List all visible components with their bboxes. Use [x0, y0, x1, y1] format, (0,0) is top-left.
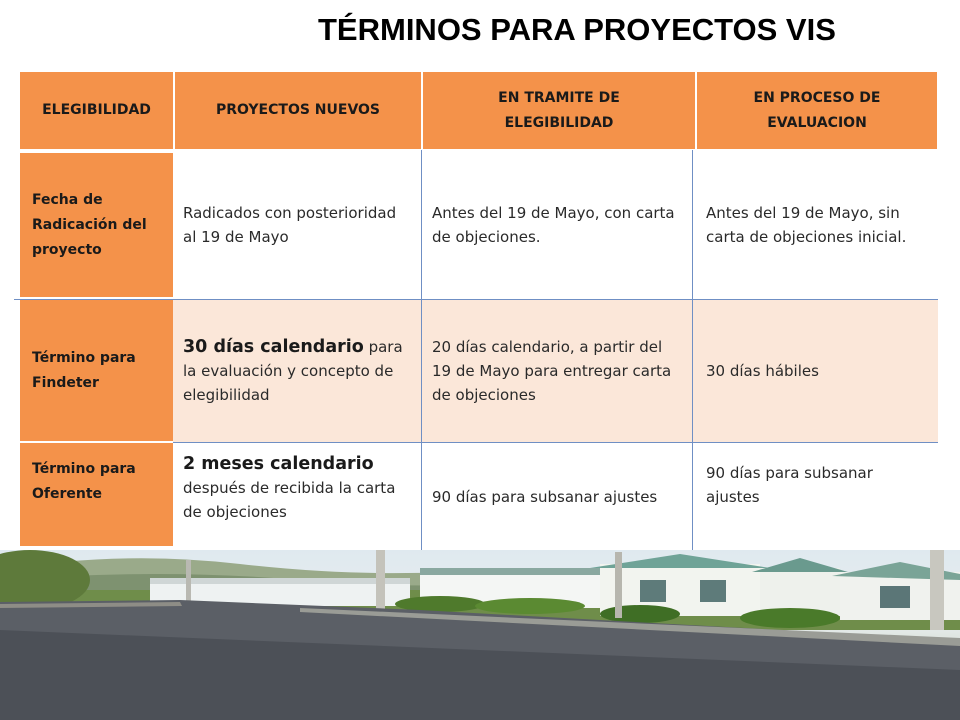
header-label: ELEGIBILIDAD — [42, 102, 151, 118]
header-elegibilidad — [20, 72, 173, 149]
street-photo-illustration — [0, 550, 960, 720]
cell-nuevos-findeter — [173, 318, 419, 424]
header-label: EN TRAMITE DE ELEGIBILIDAD — [498, 89, 620, 131]
cell-tramite-fecha — [422, 172, 692, 278]
cell-text-rest: después de recibida la carta de objeciones — [183, 479, 396, 521]
header-label: PROYECTOS NUEVOS — [215, 102, 381, 118]
cell-emphasis: 2 meses calendario — [183, 454, 374, 474]
header-en-proceso — [697, 72, 937, 149]
cell-emphasis: 30 días calendario — [183, 337, 364, 357]
row-label-text: Fecha de Radicación del proyecto — [32, 191, 147, 258]
cell-text: 20 días calendario, a partir del 19 de Mayo para entregar carta de objeciones — [432, 338, 672, 404]
header-label: EN PROCESO DE EVALUACION — [753, 89, 881, 131]
row-label-text: Término para Findeter — [32, 349, 136, 391]
row-label-text: Término para Oferente — [32, 461, 136, 502]
row-label-findeter — [20, 300, 173, 441]
cell-text: Antes del 19 de Mayo, con carta de objeciones. — [432, 204, 675, 246]
row-divider — [173, 442, 938, 443]
page-title: TÉRMINOS PARA PROYECTOS VIS — [318, 12, 836, 47]
cell-tramite-findeter — [422, 318, 692, 424]
header-proyectos-nuevos — [175, 72, 421, 149]
cell-text — [183, 335, 409, 407]
header-en-tramite — [423, 72, 695, 149]
row-label-oferente — [20, 443, 173, 546]
cell-proceso-oferente — [696, 452, 934, 518]
row-label-fecha — [20, 153, 173, 297]
cell-text — [183, 452, 409, 524]
cell-proceso-findeter — [696, 318, 934, 424]
cell-text: Radicados con posterioridad al 19 de Mayo — [183, 204, 397, 246]
cell-text: 30 días hábiles — [706, 362, 819, 380]
street-photo — [0, 550, 960, 720]
cell-text: 90 días para subsanar ajustes — [706, 464, 873, 506]
cell-tramite-oferente — [422, 452, 692, 542]
cell-proceso-fecha — [696, 172, 934, 278]
cell-text-rest: para la evaluación y concepto de elegibilidad — [183, 338, 403, 404]
cell-text: 90 días para subsanar ajustes — [432, 488, 658, 506]
cell-nuevos-fecha — [173, 172, 419, 278]
cell-nuevos-oferente — [173, 452, 419, 542]
row-divider — [14, 299, 938, 300]
cell-text: Antes del 19 de Mayo, sin carta de objeciones inicial. — [706, 204, 907, 246]
column-divider — [692, 150, 693, 550]
